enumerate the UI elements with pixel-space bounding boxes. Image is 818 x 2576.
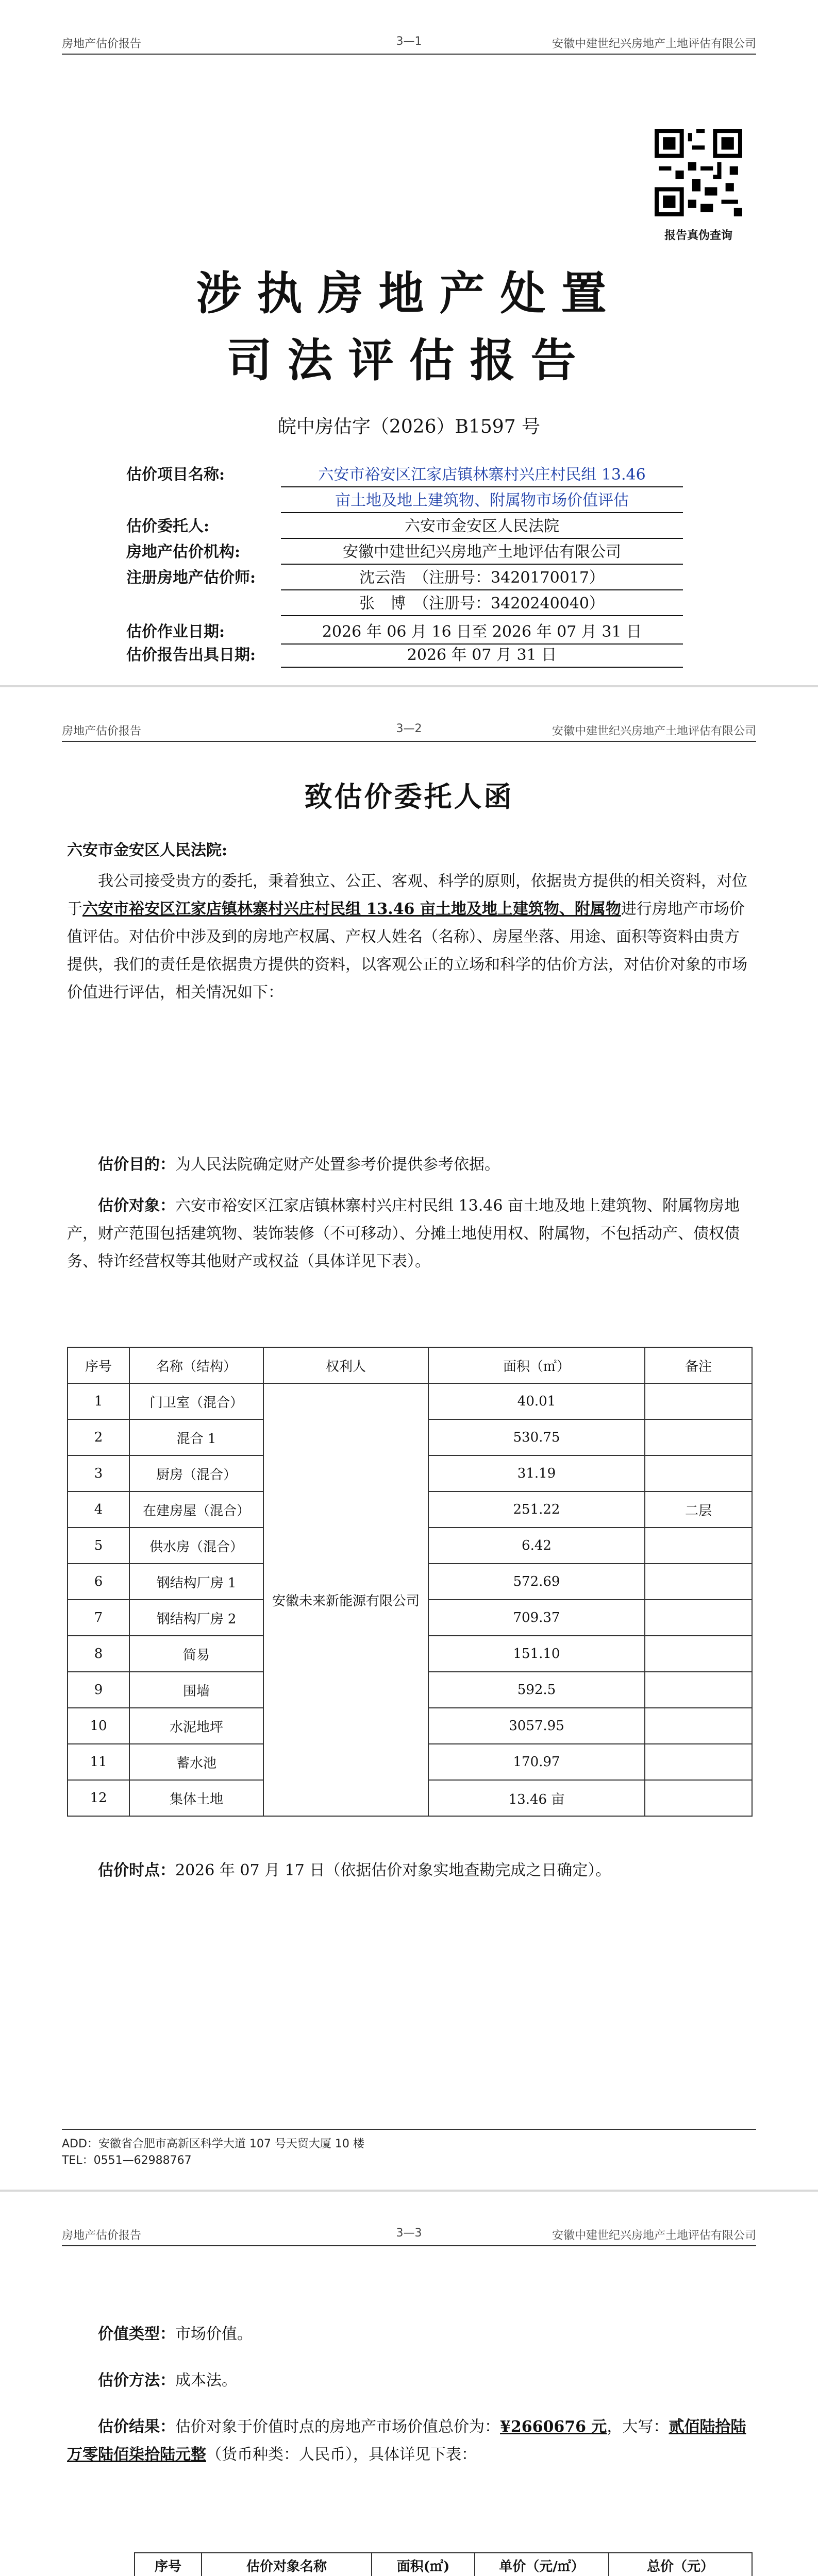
letter-title: 致估价委托人函 [304, 780, 514, 813]
table-cell: 40.01 [428, 1383, 645, 1419]
client-label: 估价委托人: [126, 517, 210, 535]
table-cell: 6.42 [428, 1528, 645, 1564]
method-label: 估价方法： [98, 2371, 175, 2389]
table-cell: 12 [68, 1780, 129, 1816]
table-cell: 水泥地坪 [129, 1708, 263, 1744]
table-cell [645, 1383, 752, 1419]
qr-caption: 报告真伪查询 [664, 229, 732, 242]
table-cell: 8 [68, 1636, 129, 1672]
table-cell: 13.46 亩 [428, 1780, 645, 1816]
issue-value: 2026 年 07 月 31 日 [281, 644, 683, 668]
page-header [62, 2223, 756, 2246]
col-header: 总价（元） [609, 2553, 752, 2576]
table-cell [645, 1636, 752, 1672]
cover-line-project-2 [126, 489, 693, 513]
letter-object [67, 1192, 753, 1276]
cover-line-appraiser-2 [126, 592, 693, 616]
report-title-line1: 涉执房地产处置 [196, 266, 622, 320]
table-cell: 供水房（混合） [129, 1528, 263, 1564]
result-text-b: ，大写： [607, 2418, 669, 2436]
table-cell: 蓄水池 [129, 1744, 263, 1780]
table-cell: 170.97 [428, 1744, 645, 1780]
header-page-number: 3—2 [396, 722, 422, 735]
table-row [68, 1383, 752, 1419]
timepoint-text: 2026 年 07 月 17 日（依据估价对象实地查勘完成之日确定）。 [175, 1861, 611, 1879]
page-header [62, 31, 756, 55]
page-footer [62, 2129, 756, 2169]
table-cell [645, 1744, 752, 1780]
period-label: 估价作业日期: [126, 623, 225, 641]
table-cell: 10 [68, 1708, 129, 1744]
appraiser-2-value: 张 博 （注册号：3420240040） [281, 592, 683, 616]
table-cell: 2 [68, 1419, 129, 1455]
table-cell: 572.69 [428, 1564, 645, 1600]
cover-line-agency [126, 541, 693, 565]
table-cell [645, 1455, 752, 1492]
table-cell: 集体土地 [129, 1780, 263, 1816]
result-text-c: （货币种类：人民币），具体详见下表： [206, 2446, 477, 2464]
footer-tel: TEL：0551—62988767 [62, 2154, 192, 2167]
page-header [62, 718, 756, 742]
para1-text-a: 我公司接受贵方的委托，秉着独立、公正、客观、科学的原则，依据贵方提供的相关资料，对位于 [67, 872, 747, 918]
table-cell [645, 1708, 752, 1744]
client-value: 六安市金安区人民法院 [281, 515, 683, 539]
cover-line-client [126, 515, 693, 539]
table-cell: 592.5 [428, 1672, 645, 1708]
agency-label: 房地产估价机构: [126, 543, 241, 561]
table-cell: 钢结构厂房 1 [129, 1564, 263, 1600]
purpose-label: 估价目的： [98, 1156, 175, 1174]
table-cell: 门卫室（混合） [129, 1383, 263, 1419]
table-cell [645, 1600, 752, 1636]
object-label: 估价对象： [98, 1197, 175, 1215]
result-page [0, 2190, 818, 2576]
table-cell [645, 1780, 752, 1816]
project-value: 六安市裕安区江家店镇林寨村兴庄村民组 13.46 [281, 464, 683, 487]
col-header: 备注 [645, 1347, 752, 1383]
table-header-row [135, 2553, 752, 2576]
result-text-a: 估价对象于价值时点的房地产市场价值总价为： [175, 2418, 500, 2436]
table-cell: 151.10 [428, 1636, 645, 1672]
letter-addressee [67, 837, 753, 865]
method [67, 2367, 753, 2395]
header-page-number: 3—3 [396, 2227, 422, 2240]
purpose-text: 为人民法院确定财产处置参考价提供参考依据。 [175, 1156, 500, 1174]
report-title-line2: 司法评估报告 [226, 333, 592, 387]
header-right: 安徽中建世纪兴房地产土地评估有限公司 [552, 725, 756, 738]
letter-purpose [67, 1151, 753, 1179]
header-left: 房地产估价报告 [62, 725, 142, 738]
table-cell: 在建房屋（混合） [129, 1492, 263, 1528]
table-cell: 混合 1 [129, 1419, 263, 1455]
issue-label: 估价报告出具日期: [126, 646, 256, 664]
result-amount-upper: 贰佰陆拾陆万零陆佰柒拾陆元整 [67, 2418, 746, 2464]
header-right: 安徽中建世纪兴房地产土地评估有限公司 [552, 2229, 756, 2242]
col-header: 序号 [68, 1347, 129, 1383]
table-cell: 7 [68, 1600, 129, 1636]
para1-property: 六安市裕安区江家店镇林寨村兴庄村民组 13.46 亩土地及地上建筑物、附属物 [82, 900, 621, 918]
table-cell: 6 [68, 1564, 129, 1600]
value-type-label: 价值类型： [98, 2325, 175, 2343]
footer-address: ADD：安徽省合肥市高新区科学大道 107 号天贸大厦 10 楼 [62, 2138, 364, 2150]
col-header: 面积(㎡) [372, 2553, 475, 2576]
table-cell: 二层 [645, 1492, 752, 1528]
table-cell: 1 [68, 1383, 129, 1419]
project-2-value: 亩土地及地上建筑物、附属物市场价值评估 [281, 489, 683, 513]
table-header-row [68, 1347, 752, 1383]
cover-line-issue [126, 644, 693, 668]
table-cell [645, 1528, 752, 1564]
method-text: 成本法。 [175, 2371, 237, 2389]
table-cell: 3057.95 [428, 1708, 645, 1744]
table-cell: 厨房（混合） [129, 1455, 263, 1492]
table-cell: 围墙 [129, 1672, 263, 1708]
table-cell [645, 1672, 752, 1708]
col-header: 权利人 [263, 1347, 428, 1383]
col-header: 单价（元/㎡） [475, 2553, 609, 2576]
header-left: 房地产估价报告 [62, 38, 142, 50]
header-left: 房地产估价报告 [62, 2229, 142, 2242]
agency-value: 安徽中建世纪兴房地产土地评估有限公司 [281, 541, 683, 565]
table-cell: 11 [68, 1744, 129, 1780]
table-cell: 简易 [129, 1636, 263, 1672]
value-type [67, 2320, 753, 2348]
table-cell: 530.75 [428, 1419, 645, 1455]
letter-paragraph-1 [67, 868, 753, 1007]
object-table [67, 1347, 753, 1817]
table-cell: 3 [68, 1455, 129, 1492]
header-page-number: 3—1 [396, 35, 422, 48]
report-number: 皖中房估字（2026）B1597 号 [277, 416, 541, 437]
addressee: 六安市金安区人民法院: [67, 841, 228, 859]
result-label: 估价结果： [98, 2418, 175, 2436]
col-header: 面积（㎡） [428, 1347, 645, 1383]
col-header: 名称（结构） [129, 1347, 263, 1383]
header-right: 安徽中建世纪兴房地产土地评估有限公司 [552, 38, 756, 50]
table-cell: 5 [68, 1528, 129, 1564]
col-header: 序号 [135, 2553, 202, 2576]
cover-line-period [126, 621, 693, 645]
project-label: 估价项目名称: [126, 466, 225, 484]
value-type-text: 市场价值。 [175, 2325, 253, 2343]
letter-page [0, 685, 818, 2190]
table-cell [645, 1564, 752, 1600]
qr-code-icon[interactable] [655, 129, 742, 216]
table-cell: 31.19 [428, 1455, 645, 1492]
valuation-table [134, 2552, 753, 2576]
cover-line-project [126, 464, 693, 487]
table-cell: 709.37 [428, 1600, 645, 1636]
appraiser-1-value: 沈云浩 （注册号：3420170017） [281, 567, 683, 590]
cover-page [0, 0, 818, 685]
para1-text-b: 进行房地产市场价值评估。对估价中涉及到的房地产权属、产权人姓名（名称）、房屋坐落、用途、面积等资料由贵方提供，我们的责任是依据贵方提供的资料，以客观公正的立场和科学的估价方法，对估价对象的市场价值进行评估，相关情况如下： [67, 900, 747, 1002]
table-cell: 钢结构厂房 2 [129, 1600, 263, 1636]
cover-line-appraiser-1 [126, 567, 693, 590]
result-amount: ¥2660676 元 [500, 2418, 607, 2436]
period-value: 2026 年 06 月 16 日至 2026 年 07 月 31 日 [281, 621, 683, 645]
object-text: 六安市裕安区江家店镇林寨村兴庄村民组 13.46 亩土地及地上建筑物、附属物房地产，财产范围包括建筑物、装饰装修（不可移动）、分摊土地使用权、附属物，不包括动产、债权债务、特许经营权等其他财产或权益（具体详见下表）。 [67, 1197, 740, 1270]
table-cell: 4 [68, 1492, 129, 1528]
col-header: 估价对象名称 [202, 2553, 372, 2576]
owner-cell: 安徽未来新能源有限公司 [263, 1383, 428, 1816]
table-cell: 251.22 [428, 1492, 645, 1528]
timepoint-label: 估价时点： [98, 1861, 175, 1879]
table-cell: 9 [68, 1672, 129, 1708]
table-cell [645, 1419, 752, 1455]
result [67, 2413, 753, 2469]
appraiser-1-label: 注册房地产估价师: [126, 569, 256, 587]
letter-timepoint [67, 1857, 753, 1885]
